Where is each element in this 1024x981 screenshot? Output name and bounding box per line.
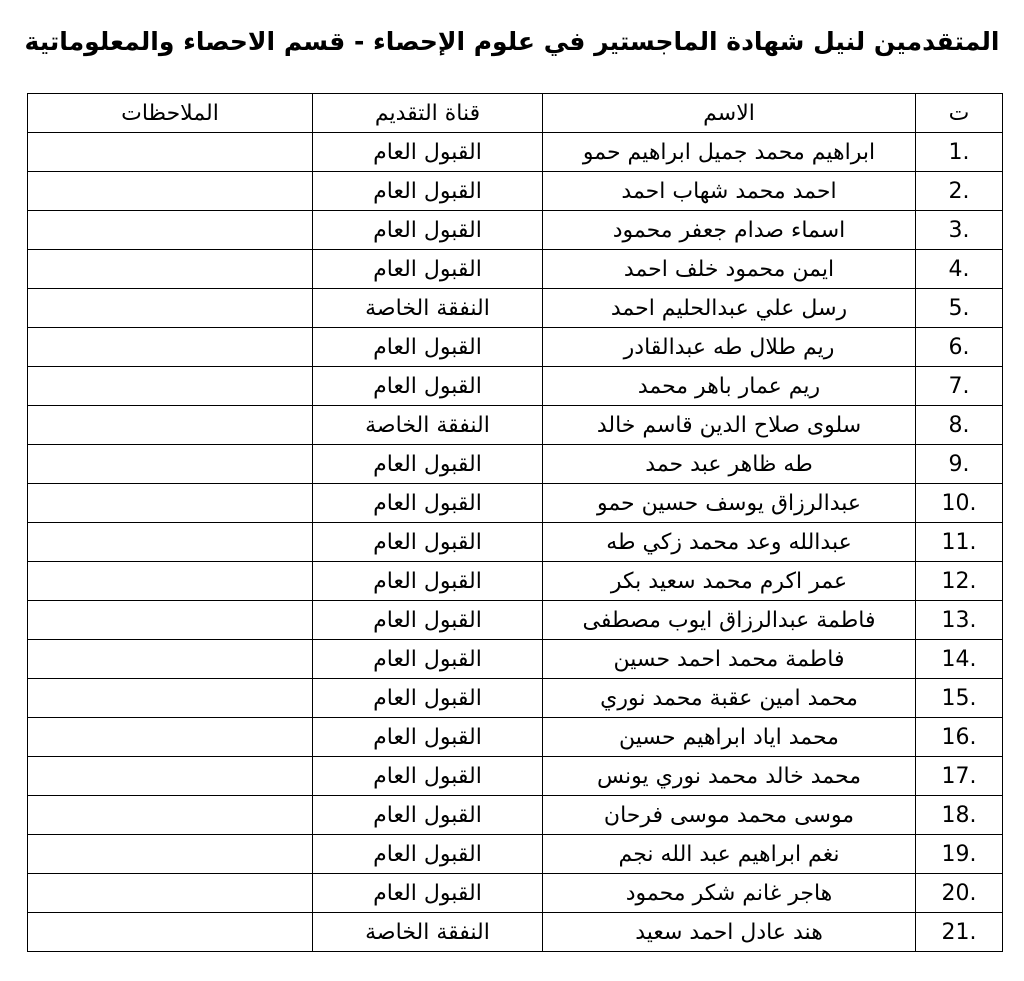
row-notes (28, 874, 313, 913)
row-notes (28, 367, 313, 406)
row-notes (28, 250, 313, 289)
application-channel: النفقة الخاصة (313, 406, 543, 445)
table-row (28, 874, 1003, 913)
row-notes (28, 601, 313, 640)
applicant-name: ريم عمار باهر محمد (543, 367, 916, 406)
table-row (28, 250, 1003, 289)
row-number: 21. (916, 913, 1003, 952)
application-channel: القبول العام (313, 757, 543, 796)
row-notes (28, 484, 313, 523)
applicant-name: فاطمة عبدالرزاق ايوب مصطفى (543, 601, 916, 640)
applicant-name: اسماء صدام جعفر محمود (543, 211, 916, 250)
row-notes (28, 562, 313, 601)
row-number: 19. (916, 835, 1003, 874)
table-row (28, 445, 1003, 484)
row-notes (28, 757, 313, 796)
row-notes (28, 406, 313, 445)
table-row (28, 367, 1003, 406)
application-channel: القبول العام (313, 367, 543, 406)
row-notes (28, 679, 313, 718)
row-notes (28, 211, 313, 250)
table-row (28, 913, 1003, 952)
applicant-name: سلوى صلاح الدين قاسم خالد (543, 406, 916, 445)
table-row (28, 640, 1003, 679)
table-row (28, 601, 1003, 640)
table-row (28, 757, 1003, 796)
table-row (28, 172, 1003, 211)
table-row (28, 796, 1003, 835)
applicant-name: نغم ابراهيم عبد الله نجم (543, 835, 916, 874)
row-number: 11. (916, 523, 1003, 562)
application-channel: القبول العام (313, 835, 543, 874)
table-row (28, 328, 1003, 367)
applicant-name: طه ظاهر عبد حمد (543, 445, 916, 484)
row-notes (28, 718, 313, 757)
row-number: 8. (916, 406, 1003, 445)
application-channel: القبول العام (313, 445, 543, 484)
row-notes (28, 328, 313, 367)
header-number: ت (916, 94, 1003, 133)
applicant-name: موسى محمد موسى فرحان (543, 796, 916, 835)
applicant-name: عبدالرزاق يوسف حسين حمو (543, 484, 916, 523)
applicant-name: عمر اكرم محمد سعيد بكر (543, 562, 916, 601)
row-number: 12. (916, 562, 1003, 601)
header-channel: قناة التقديم (313, 94, 543, 133)
row-notes (28, 835, 313, 874)
applicant-name: ريم طلال طه عبدالقادر (543, 328, 916, 367)
row-number: 7. (916, 367, 1003, 406)
table-row (28, 289, 1003, 328)
row-number: 10. (916, 484, 1003, 523)
row-number: 2. (916, 172, 1003, 211)
applicant-name: محمد اياد ابراهيم حسين (543, 718, 916, 757)
application-channel: القبول العام (313, 484, 543, 523)
applicant-name: محمد خالد محمد نوري يونس (543, 757, 916, 796)
applicant-name: هند عادل احمد سعيد (543, 913, 916, 952)
table-row (28, 406, 1003, 445)
row-number: 17. (916, 757, 1003, 796)
row-notes (28, 133, 313, 172)
table-row (28, 211, 1003, 250)
application-channel: القبول العام (313, 601, 543, 640)
application-channel: القبول العام (313, 718, 543, 757)
row-notes (28, 913, 313, 952)
application-channel: النفقة الخاصة (313, 289, 543, 328)
application-channel: القبول العام (313, 250, 543, 289)
table-row (28, 718, 1003, 757)
table-row (28, 562, 1003, 601)
application-channel: القبول العام (313, 874, 543, 913)
applicant-name: عبدالله وعد محمد زكي طه (543, 523, 916, 562)
table-row (28, 679, 1003, 718)
row-number: 6. (916, 328, 1003, 367)
row-notes (28, 523, 313, 562)
header-notes: الملاحظات (28, 94, 313, 133)
application-channel: القبول العام (313, 523, 543, 562)
applicant-name: هاجر غانم شكر محمود (543, 874, 916, 913)
row-number: 16. (916, 718, 1003, 757)
application-channel: القبول العام (313, 640, 543, 679)
application-channel: القبول العام (313, 172, 543, 211)
applicants-table (27, 93, 1003, 952)
page-title: المتقدمين لنيل شهادة الماجستير في علوم الإحصاء - قسم الاحصاء والمعلوماتية (24, 27, 1000, 56)
applicant-name: رسل علي عبدالحليم احمد (543, 289, 916, 328)
row-number: 20. (916, 874, 1003, 913)
application-channel: القبول العام (313, 796, 543, 835)
row-notes (28, 796, 313, 835)
row-number: 15. (916, 679, 1003, 718)
applicant-name: احمد محمد شهاب احمد (543, 172, 916, 211)
application-channel: النفقة الخاصة (313, 913, 543, 952)
table-row (28, 133, 1003, 172)
applicant-name: فاطمة محمد احمد حسين (543, 640, 916, 679)
row-notes (28, 640, 313, 679)
table-row (28, 835, 1003, 874)
row-number: 1. (916, 133, 1003, 172)
row-number: 13. (916, 601, 1003, 640)
application-channel: القبول العام (313, 211, 543, 250)
applicant-name: محمد امين عقبة محمد نوري (543, 679, 916, 718)
applicant-name: ايمن محمود خلف احمد (543, 250, 916, 289)
row-notes (28, 289, 313, 328)
table-body (28, 133, 1003, 952)
application-channel: القبول العام (313, 133, 543, 172)
row-number: 14. (916, 640, 1003, 679)
applicant-name: ابراهيم محمد جميل ابراهيم حمو (543, 133, 916, 172)
header-name: الاسم (543, 94, 916, 133)
row-number: 3. (916, 211, 1003, 250)
row-number: 9. (916, 445, 1003, 484)
application-channel: القبول العام (313, 328, 543, 367)
application-channel: القبول العام (313, 679, 543, 718)
table-row (28, 484, 1003, 523)
row-number: 4. (916, 250, 1003, 289)
table-row (28, 523, 1003, 562)
application-channel: القبول العام (313, 562, 543, 601)
row-notes (28, 172, 313, 211)
table-header-row (28, 94, 1003, 133)
row-notes (28, 445, 313, 484)
row-number: 18. (916, 796, 1003, 835)
row-number: 5. (916, 289, 1003, 328)
